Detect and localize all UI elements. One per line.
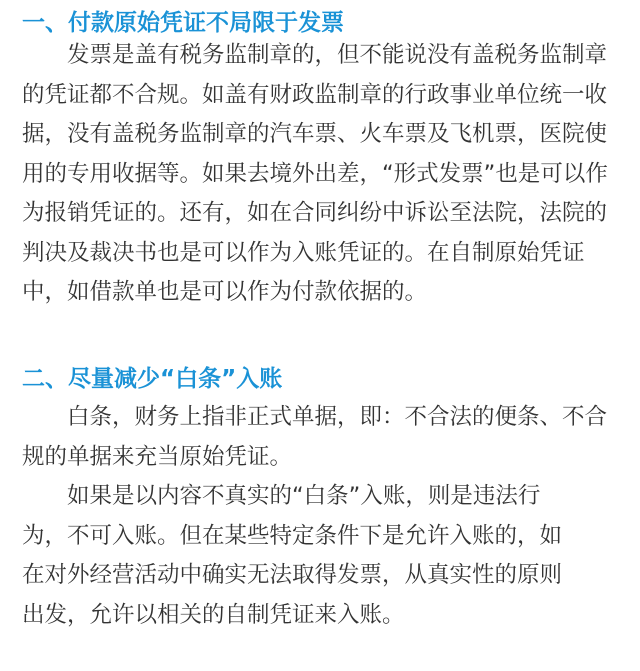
section-2-paragraph-2: 如果是以内容不真实的“白条”入账，则是违法行为，不可入账。但在某些特定条件下是允许入账的，如在对外经营活动中确实无法取得发票，从真实性的原则出发，允许以相关的自制凭证来入账。 (22, 483, 563, 628)
section-1-heading: 一、付款原始凭证不局限于发票 (22, 10, 344, 36)
section-1-paragraph: 发票是盖有税务监制章的，但不能说没有盖税务监制章的凭证都不合规。如盖有财政监制章的行政事业单位统一收据，没有盖税务监制章的汽车票、火车票及飞机票，医院使用的专用收据等。如果去境外出差，“形式发票”也是可以作为报销凭证的。还有，如在合同纠纷中诉讼至法院，法院的判决及裁决书也是可以作为入账凭证的。在自制原始凭证中，如借款单也是可以作为付款依据的。 (22, 42, 608, 305)
section-2-paragraph-1: 白条，财务上指非正式单据，即：不合法的便条、不合规的单据来充当原始凭证。 (22, 404, 608, 470)
section-2-heading: 二、尽量减少“白条”入账 (22, 366, 283, 392)
